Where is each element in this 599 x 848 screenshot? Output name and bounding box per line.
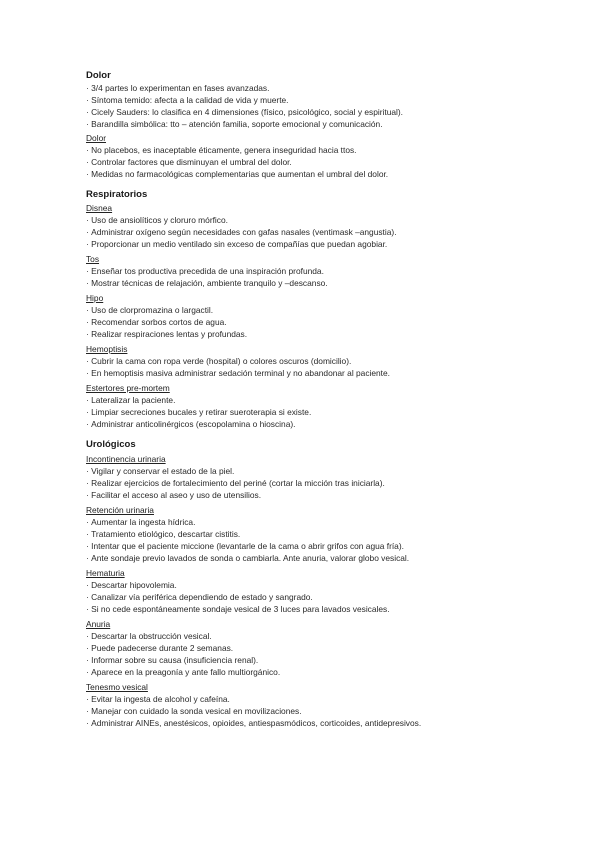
bullet-list: [86, 516, 579, 564]
bullet-item: · Uso de ansiolíticos y cloruro mórfico.: [86, 214, 579, 226]
bullet-item: · Controlar factores que disminuyan el umbral del dolor.: [86, 156, 579, 168]
bullet-item: · Barandilla simbólica: tto – atención familia, soporte emocional y comunicación.: [86, 118, 579, 130]
bullet-item: · No placebos, es inaceptable éticamente, genera inseguridad hacia ttos.: [86, 144, 579, 156]
bullet-list: [86, 355, 579, 379]
subsection-title: Hipo: [86, 293, 104, 303]
subsection-2: [86, 568, 579, 615]
subsection-title: Incontinencia urinaria: [86, 453, 166, 464]
subsection-3: [86, 619, 579, 678]
section-title: Dolor: [86, 70, 111, 81]
bullet-item: · Si no cede espontáneamente sondaje vesical de 3 luces para lavados vesicales.: [86, 603, 579, 615]
bullet-item: · Descartar hipovolemia.: [86, 579, 579, 591]
bullet-item: · Puede padecerse durante 2 semanas.: [86, 642, 579, 654]
subsection-title: Hemoptisis: [86, 344, 128, 354]
section-title: Respiratorios: [86, 188, 148, 200]
subsection-0: [86, 133, 579, 180]
bullet-item: · Aumentar la ingesta hídrica.: [86, 516, 579, 528]
bullet-list: [86, 214, 579, 250]
bullet-list: [86, 144, 579, 180]
bullet-item: · Descartar la obstrucción vesical.: [86, 630, 579, 642]
bullet-list: [86, 265, 579, 289]
bullet-item: · Medidas no farmacológicas complementarias que aumentan el umbral del dolor.: [86, 168, 579, 180]
subsection-title: Tenesmo vesical: [86, 681, 148, 692]
bullet-item: · Facilitar el acceso al aseo y uso de utensilios.: [86, 489, 579, 501]
bullet-list: [86, 579, 579, 615]
section-title: Urológicos: [86, 439, 136, 450]
bullet-item: · Manejar con cuidado la sonda vesical en movilizaciones.: [86, 705, 579, 717]
subsection-title: Hematuria: [86, 567, 125, 578]
bullet-item: · Realizar respiraciones lentas y profundas.: [86, 328, 579, 340]
section-0: [86, 70, 579, 180]
bullet-item: · Cicely Sauders: lo clasifica en 4 dimensiones (físico, psicológico, social y espiritual).: [86, 106, 579, 118]
bullet-item: · Realizar ejercicios de fortalecimiento del periné (cortar la micción tras iniciarla).: [86, 477, 579, 489]
subsection-4: [86, 682, 579, 729]
subsection-3: [86, 344, 579, 379]
bullet-item: · Tratamiento etiológico, descartar cistitis.: [86, 528, 579, 540]
bullet-item: · Lateralizar la paciente.: [86, 394, 579, 406]
bullet-item: · Síntoma temido: afecta a la calidad de vida y muerte.: [86, 94, 579, 106]
bullet-item: · Informar sobre su causa (insuficiencia renal).: [86, 654, 579, 666]
bullet-item: · En hemoptisis masiva administrar sedación terminal y no abandonar al paciente.: [86, 367, 579, 379]
subsection-1: [86, 254, 579, 289]
bullet-item: · Administrar oxígeno según necesidades con gafas nasales (ventimask –angustia).: [86, 226, 579, 238]
bullet-list: [86, 82, 579, 130]
bullet-item: · Administrar AINEs, anestésicos, opioides, antiespasmódicos, corticoides, antidepresivos.: [86, 717, 579, 729]
bullet-list: [86, 304, 579, 340]
bullet-list: [86, 465, 579, 501]
bullet-item: · Evitar la ingesta de alcohol y cafeína.: [86, 693, 579, 705]
subsection-title: Disnea: [86, 203, 113, 213]
bullet-item: · Canalizar vía periférica dependiendo de estado y sangrado.: [86, 591, 579, 603]
subsection-4: [86, 383, 579, 430]
subsection-1: [86, 505, 579, 564]
bullet-list: [86, 394, 579, 430]
bullet-list: [86, 693, 579, 729]
subsection-0: [86, 203, 579, 250]
bullet-item: · Aparece en la preagonía y ante fallo multiorgánico.: [86, 666, 579, 678]
bullet-item: · Cubrir la cama con ropa verde (hospital) o colores oscuros (domicilio).: [86, 355, 579, 367]
bullet-item: · Ante sondaje previo lavados de sonda o cambiarla. Ante anuria, valorar globo vesical.: [86, 552, 579, 564]
bullet-item: · Intentar que el paciente miccione (levantarle de la cama o abrir grifos con agua fría).: [86, 540, 579, 552]
subsection-0: [86, 454, 579, 501]
bullet-item: · Recomendar sorbos cortos de agua.: [86, 316, 579, 328]
subsection-title: Anuria: [86, 618, 111, 629]
subsection-title: Tos: [86, 254, 100, 264]
bullet-item: · Uso de clorpromazina o largactil.: [86, 304, 579, 316]
bullet-item: · Mostrar técnicas de relajación, ambiente tranquilo y –descanso.: [86, 277, 579, 289]
bullet-list: [86, 630, 579, 678]
bullet-item: · Proporcionar un medio ventilado sin exceso de compañías que puedan agobiar.: [86, 238, 579, 250]
subsection-title: Retención urinaria: [86, 504, 154, 515]
bullet-item: · Administrar anticolinérgicos (escopolamina o hioscina).: [86, 418, 579, 430]
subsection-title: Estertores pre-mortem: [86, 383, 170, 393]
subsection-title: Dolor: [86, 132, 107, 143]
section-2: [86, 439, 579, 729]
bullet-item: · Limpiar secreciones bucales y retirar sueroterapia si existe.: [86, 406, 579, 418]
bullet-item: · 3/4 partes lo experimentan en fases avanzadas.: [86, 82, 579, 94]
bullet-item: · Enseñar tos productiva precedida de una inspiración profunda.: [86, 265, 579, 277]
section-1: [86, 189, 579, 431]
bullet-item: · Vigilar y conservar el estado de la piel.: [86, 465, 579, 477]
subsection-2: [86, 293, 579, 340]
